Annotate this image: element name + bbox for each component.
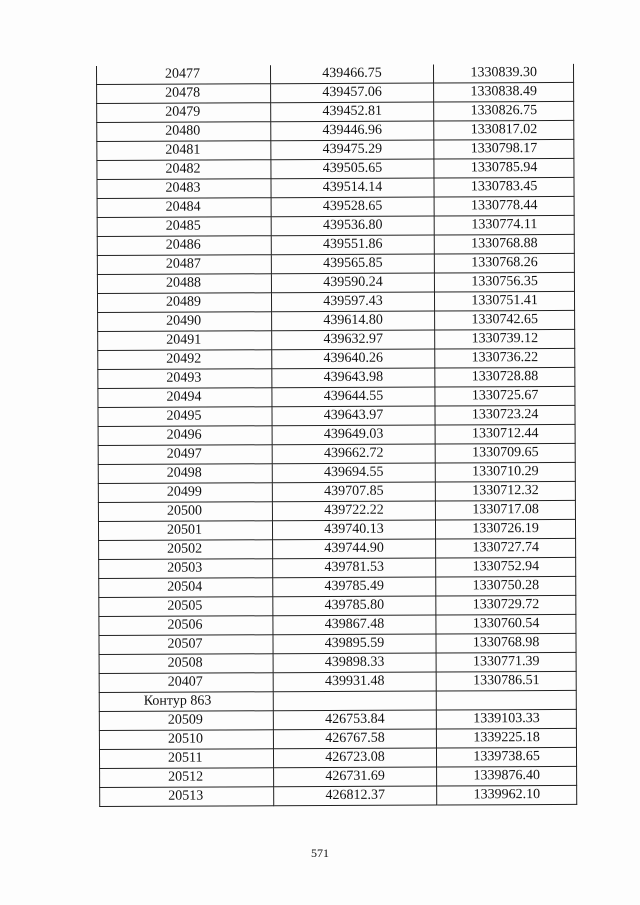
point-id-cell: 20499 [98, 483, 272, 503]
table-row [99, 672, 576, 693]
point-id-cell: 20503 [99, 559, 273, 579]
x-coordinate-cell: 439694.55 [272, 463, 436, 483]
table-row [98, 368, 575, 389]
point-id-cell: 20494 [98, 388, 272, 408]
table-row [99, 615, 576, 636]
table-row [97, 273, 574, 294]
table-row [99, 653, 576, 674]
y-coordinate-cell: 1330736.22 [435, 349, 575, 369]
y-coordinate-cell: 1330712.44 [435, 425, 575, 445]
table-row [97, 197, 574, 218]
x-coordinate-cell: 439505.65 [271, 159, 435, 179]
x-coordinate-cell: 439640.26 [271, 349, 435, 369]
x-coordinate-cell: 439931.48 [273, 672, 437, 692]
x-coordinate-cell: 439446.96 [270, 121, 434, 141]
y-coordinate-cell: 1339103.33 [437, 710, 577, 730]
y-coordinate-cell: 1330725.67 [435, 387, 575, 407]
x-coordinate-cell: 439744.90 [272, 539, 436, 559]
y-coordinate-cell: 1330727.74 [436, 539, 576, 559]
point-id-cell: 20509 [99, 711, 273, 731]
y-coordinate-cell: 1330768.98 [436, 634, 576, 654]
y-coordinate-cell: 1330728.88 [435, 368, 575, 388]
y-coordinate-cell: 1330723.24 [435, 406, 575, 426]
table-row [98, 444, 575, 465]
section-label-cell: Контур 863 [99, 692, 273, 712]
x-coordinate-cell: 439632.97 [271, 330, 435, 350]
y-coordinate-cell: 1330709.65 [435, 444, 575, 464]
table-row [98, 425, 575, 446]
y-coordinate-cell: 1330817.02 [434, 121, 574, 141]
y-coordinate-cell: 1330726.19 [436, 520, 576, 540]
y-coordinate-cell: 1330839.30 [434, 64, 574, 84]
point-id-cell: 20497 [98, 445, 272, 465]
y-coordinate-cell: 1330798.17 [434, 140, 574, 160]
table-row [97, 254, 574, 275]
y-coordinate-cell: 1330768.88 [435, 235, 575, 255]
point-id-cell: 20498 [98, 464, 272, 484]
x-coordinate-cell: 439466.75 [270, 65, 434, 85]
x-coordinate-cell: 439643.97 [272, 406, 436, 426]
y-coordinate-cell: 1330739.12 [435, 330, 575, 350]
point-id-cell: 20511 [99, 749, 273, 769]
table-row [96, 64, 573, 85]
y-coordinate-cell: 1330838.49 [434, 83, 574, 103]
point-id-cell: 20496 [98, 426, 272, 446]
y-coordinate-cell: 1330729.72 [436, 596, 576, 616]
x-coordinate-cell: 439452.81 [270, 102, 434, 122]
table-row [97, 83, 574, 104]
table-row [99, 539, 576, 560]
y-coordinate-cell: 1330756.35 [435, 273, 575, 293]
x-coordinate-cell: 426753.84 [273, 710, 437, 730]
point-id-cell: 20492 [98, 350, 272, 370]
table-row [99, 577, 576, 598]
point-id-cell: 20513 [100, 787, 274, 807]
table-row [98, 349, 575, 370]
point-id-cell: 20477 [96, 65, 270, 85]
table-row [97, 216, 574, 237]
table-row [100, 786, 577, 807]
y-coordinate-cell: 1330778.44 [434, 197, 574, 217]
table-row [99, 558, 576, 579]
page-number: 571 [311, 846, 329, 860]
y-coordinate-cell: 1330783.45 [434, 178, 574, 198]
table-row [98, 387, 575, 408]
y-coordinate-cell: 1330768.26 [435, 254, 575, 274]
point-id-cell: 20490 [98, 312, 272, 332]
table-row [99, 729, 576, 750]
table-row [98, 520, 575, 541]
y-coordinate-cell: 1339738.65 [437, 748, 577, 768]
x-coordinate-cell: 439785.80 [273, 596, 437, 616]
y-coordinate-cell: 1330785.94 [434, 159, 574, 179]
table-row [98, 311, 575, 332]
x-coordinate-cell: 439614.80 [271, 311, 435, 331]
x-coordinate-cell: 439597.43 [271, 292, 435, 312]
x-coordinate-cell: 439528.65 [271, 197, 435, 217]
table-row [98, 463, 575, 484]
point-id-cell: 20485 [97, 217, 271, 237]
table-row [100, 767, 577, 788]
point-id-cell: 20491 [98, 331, 272, 351]
table-row [98, 330, 575, 351]
point-id-cell: 20504 [99, 578, 273, 598]
point-id-cell: 20489 [97, 293, 271, 313]
point-id-cell: 20482 [97, 160, 271, 180]
table-row [97, 159, 574, 180]
x-coordinate-cell: 439590.24 [271, 273, 435, 293]
table-row [99, 634, 576, 655]
table-row [98, 406, 575, 427]
y-coordinate-cell: 1330750.28 [436, 577, 576, 597]
table-row [97, 235, 574, 256]
point-id-cell: 20493 [98, 369, 272, 389]
y-coordinate-cell: 1339962.10 [437, 786, 577, 806]
empty-cell [437, 691, 577, 711]
point-id-cell: 20501 [98, 521, 272, 541]
point-id-cell: 20481 [97, 141, 271, 161]
point-id-cell: 20487 [97, 255, 271, 275]
y-coordinate-cell: 1330712.32 [436, 482, 576, 502]
point-id-cell: 20510 [99, 730, 273, 750]
y-coordinate-cell: 1330751.41 [435, 292, 575, 312]
x-coordinate-cell: 439514.14 [271, 178, 435, 198]
x-coordinate-cell: 439707.85 [272, 482, 436, 502]
point-id-cell: 20495 [98, 407, 272, 427]
y-coordinate-cell: 1339876.40 [437, 767, 577, 787]
y-coordinate-cell: 1330760.54 [436, 615, 576, 635]
point-id-cell: 20479 [97, 103, 271, 123]
x-coordinate-cell: 426723.08 [273, 748, 437, 768]
x-coordinate-cell: 439740.13 [272, 520, 436, 540]
y-coordinate-cell: 1330710.29 [436, 463, 576, 483]
x-coordinate-cell: 439895.59 [273, 634, 437, 654]
x-coordinate-cell: 439551.86 [271, 235, 435, 255]
point-id-cell: 20500 [98, 502, 272, 522]
point-id-cell: 20502 [99, 540, 273, 560]
table-row [98, 501, 575, 522]
point-id-cell: 20506 [99, 616, 273, 636]
x-coordinate-cell: 439898.33 [273, 653, 437, 673]
x-coordinate-cell: 439649.03 [272, 425, 436, 445]
table-row [97, 102, 574, 123]
table-row [99, 596, 576, 617]
coordinates-table [96, 64, 577, 807]
x-coordinate-cell: 439536.80 [271, 216, 435, 236]
x-coordinate-cell: 439722.22 [272, 501, 436, 521]
point-id-cell: 20486 [97, 236, 271, 256]
point-id-cell: 20480 [97, 122, 271, 142]
table-row [99, 748, 576, 769]
empty-cell [273, 691, 437, 711]
table-row [99, 710, 576, 731]
table-row [97, 140, 574, 161]
y-coordinate-cell: 1330774.11 [434, 216, 574, 236]
table-row [97, 121, 574, 142]
point-id-cell: 20512 [100, 768, 274, 788]
y-coordinate-cell: 1330717.08 [436, 501, 576, 521]
x-coordinate-cell: 426731.69 [273, 767, 437, 787]
y-coordinate-cell: 1330826.75 [434, 102, 574, 122]
point-id-cell: 20507 [99, 635, 273, 655]
x-coordinate-cell: 426767.58 [273, 729, 437, 749]
x-coordinate-cell: 439565.85 [271, 254, 435, 274]
x-coordinate-cell: 439644.55 [272, 387, 436, 407]
table-row [97, 292, 574, 313]
point-id-cell: 20484 [97, 198, 271, 218]
y-coordinate-cell: 1339225.18 [437, 729, 577, 749]
y-coordinate-cell: 1330786.51 [436, 672, 576, 692]
x-coordinate-cell: 439867.48 [273, 615, 437, 635]
table-row [98, 482, 575, 503]
point-id-cell: 20478 [97, 84, 271, 104]
x-coordinate-cell: 439475.29 [271, 140, 435, 160]
x-coordinate-cell: 439457.06 [270, 83, 434, 103]
x-coordinate-cell: 439781.53 [272, 558, 436, 578]
point-id-cell: 20505 [99, 597, 273, 617]
coordinates-table-body [96, 64, 576, 807]
point-id-cell: 20508 [99, 654, 273, 674]
y-coordinate-cell: 1330742.65 [435, 311, 575, 331]
point-id-cell: 20488 [97, 274, 271, 294]
x-coordinate-cell: 439643.98 [272, 368, 436, 388]
x-coordinate-cell: 439662.72 [272, 444, 436, 464]
x-coordinate-cell: 439785.49 [272, 577, 436, 597]
point-id-cell: 20483 [97, 179, 271, 199]
table-row [97, 178, 574, 199]
x-coordinate-cell: 426812.37 [273, 786, 437, 806]
point-id-cell: 20407 [99, 673, 273, 693]
y-coordinate-cell: 1330752.94 [436, 558, 576, 578]
y-coordinate-cell: 1330771.39 [436, 653, 576, 673]
section-header-row [99, 691, 576, 712]
